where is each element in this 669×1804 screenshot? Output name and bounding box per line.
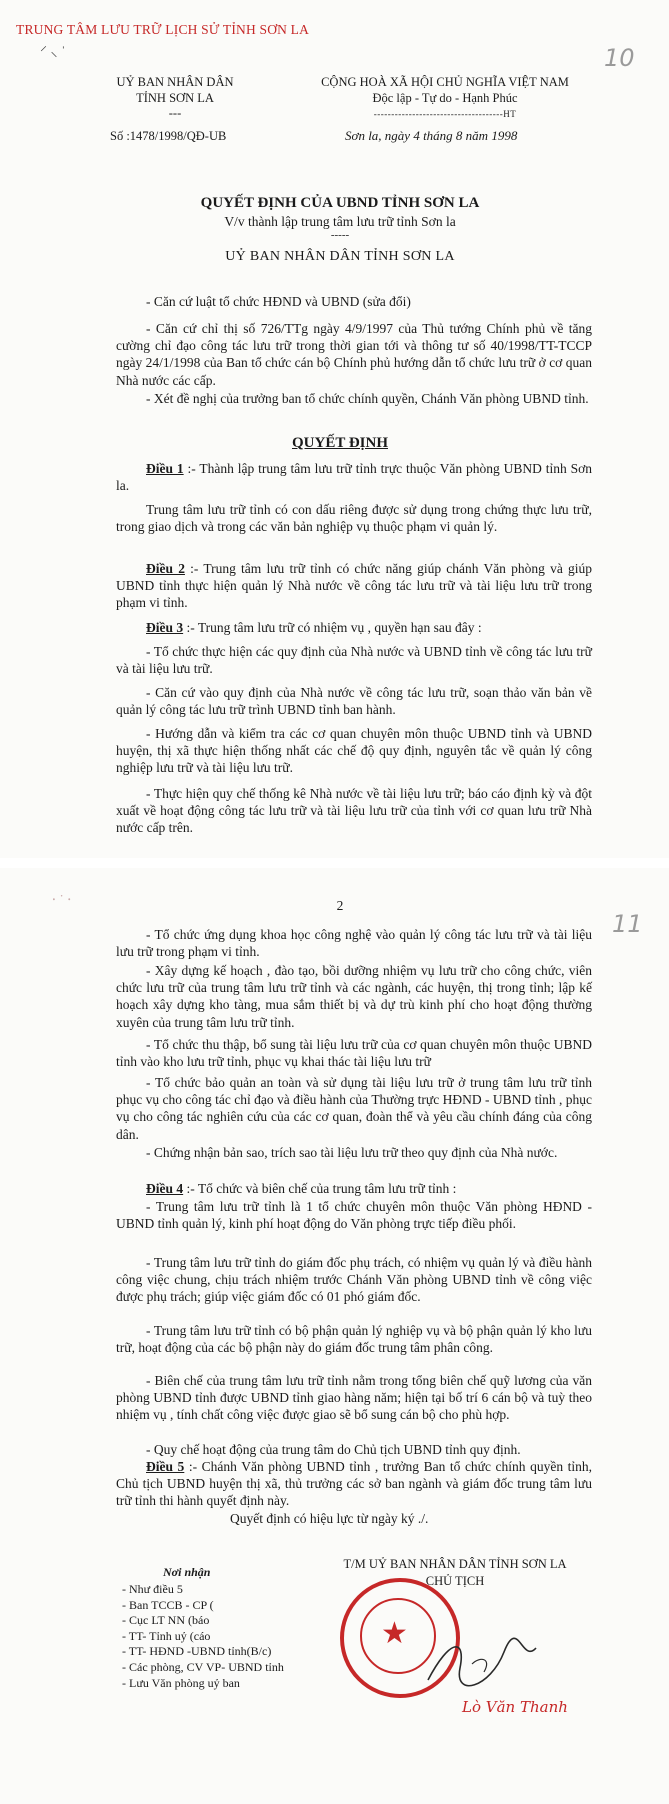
national-motto-header bbox=[295, 74, 595, 122]
handwritten-page-mark: 11 bbox=[612, 910, 643, 938]
article-4-item-4: - Biên chế của trung tâm lưu trữ tỉnh nằm trong tổng biên chế quỹ lương của văn phòng UBND tỉnh được UBND tỉnh giao hàng năm; hiện tại bố trí 6 cán bộ và tuỳ theo nhiệm vụ , tính chất công việc được giao sẽ bổ sung cán bộ cho phù hợp. bbox=[116, 1373, 592, 1423]
article-4 bbox=[116, 1180, 592, 1197]
article-3-item-2: - Căn cứ vào quy định của Nhà nước về công tác lưu trữ, soạn thảo văn bản về quản lý công tác lưu trữ trình UBND tỉnh ban hành. bbox=[116, 685, 592, 718]
article-1 bbox=[116, 460, 592, 494]
document-subtitle: V/v thành lập trung tâm lưu trữ tỉnh Sơn la bbox=[224, 214, 456, 229]
page-number: 2 bbox=[336, 898, 344, 913]
decision-heading: QUYẾT ĐỊNH bbox=[292, 435, 388, 451]
article-4-label: Điều 4 bbox=[146, 1181, 184, 1196]
article-3-item-3: - Hướng dẫn và kiểm tra các cơ quan chuyên môn thuộc UBND tỉnh và UBND huyện, thị xã thực hiện thống nhất các chế độ quy định, nguyên tắc về quản lý công nghiệp lưu trữ và tài liệu lưu trữ. bbox=[116, 726, 592, 776]
title-separator: ----- bbox=[330, 229, 350, 241]
authority-line-1: UỶ BAN NHÂN DÂN bbox=[116, 75, 234, 89]
article-3-item-1: - Tổ chức thực hiện các quy định của Nhà nước và UBND tỉnh về công tác lưu trữ và tài liệu lưu trữ. bbox=[116, 644, 592, 677]
article-4-item-3: - Trung tâm lưu trữ tỉnh có bộ phận quản lý nghiệp vụ và bộ phận quản lý kho lưu trữ, hoạt động của các bộ phận này do giám đốc trung tâm phân công. bbox=[116, 1323, 592, 1356]
seal-star-icon: ★ bbox=[381, 1617, 408, 1650]
recipients-title: Nơi nhận bbox=[163, 1565, 211, 1579]
page-separator bbox=[0, 858, 669, 868]
document-page-1 bbox=[0, 0, 669, 858]
article-3-item-9: - Chứng nhận bản sao, trích sao tài liệu lưu trữ theo quy định của Nhà nước. bbox=[146, 1145, 558, 1160]
ink-dots-icon: ⸱ ˙ ⸱ bbox=[52, 893, 72, 908]
authority-line-3: --- bbox=[168, 106, 182, 120]
article-5-label: Điều 5 bbox=[146, 1459, 185, 1474]
article-4-item-2: - Trung tâm lưu trữ tỉnh do giám đốc phụ trách, có nhiệm vụ quản lý và điều hành công việc chung, chịu trách nhiệm trước Chánh Văn phòng UBND tỉnh về công việc được phụ trách; giúp việc giám đốc có 01 phó giám đốc. bbox=[116, 1255, 592, 1305]
article-3-item-4: - Thực hiện quy chế thống kê Nhà nước về tài liệu lưu trữ; báo cáo định kỳ và đột xuất về hoạt động công tác lưu trữ và tài liệu lưu trữ của tỉnh với cơ quan lưu trữ Nhà nước cấp trên. bbox=[116, 786, 592, 836]
signer-title: CHỦ TỊCH bbox=[425, 1574, 485, 1588]
motto: Độc lập - Tự do - Hạnh Phúc bbox=[372, 91, 518, 105]
basis-2: - Căn cứ chỉ thị số 726/TTg ngày 4/9/1997 của Thủ tướng Chính phủ về tăng cường chỉ đạo công tác lưu trữ trong thời gian tới và thông tư số 40/1998/TT-TCCP ngày 24/1/1998 của Ban tổ chức cán bộ Chính phủ hướng dẫn tổ chức lưu trữ ở cơ quan Nhà nước các cấp. bbox=[116, 321, 592, 388]
article-3-item-7: - Tổ chức thu thập, bổ sung tài liệu lưu trữ của cơ quan chuyên môn thuộc UBND tỉnh vào kho lưu trữ tỉnh, phục vụ khai thác tài liệu lưu trữ bbox=[116, 1037, 592, 1070]
signer-organization: T/M UỶ BAN NHÂN DÂN TỈNH SƠN LA bbox=[343, 1557, 567, 1571]
recipients-list bbox=[122, 1582, 322, 1691]
motto-underline: -------------------------------------HT bbox=[373, 109, 517, 119]
country-name: CỘNG HOÀ XÃ HỘI CHỦ NGHĨA VIỆT NAM bbox=[321, 75, 569, 89]
signature-icon bbox=[420, 1628, 540, 1698]
article-3-label: Điều 3 bbox=[146, 620, 184, 635]
article-2-text: :- Trung tâm lưu trữ tỉnh có chức năng giúp chánh Văn phòng và giúp UBND tỉnh thực hiện quản lý Nhà nước về công tác lưu trữ và tài liệu lưu trữ trong phạm vi tỉnh. bbox=[116, 561, 593, 611]
list-item: - Cục LT NN (báo bbox=[122, 1613, 210, 1628]
basis-1: - Căn cứ luật tổ chức HĐND và UBND (sửa đổi) bbox=[146, 294, 411, 309]
list-item: - TT- Tỉnh uỷ (cáo bbox=[122, 1628, 211, 1643]
article-1-label: Điều 1 bbox=[146, 461, 184, 476]
list-item: - Các phòng, CV VP- UBND tỉnh bbox=[122, 1659, 284, 1674]
list-item: - Lưu Văn phòng uỷ ban bbox=[122, 1675, 240, 1690]
article-2 bbox=[116, 560, 592, 612]
basis-3: - Xét đề nghị của trưởng ban tổ chức chính quyền, Chánh Văn phòng UBND tỉnh. bbox=[146, 391, 589, 406]
article-3-text: :- Trung tâm lưu trữ có nhiệm vụ , quyền hạn sau đây : bbox=[183, 620, 482, 635]
article-2-label: Điều 2 bbox=[146, 561, 185, 576]
effective-clause: Quyết định có hiệu lực từ ngày ký ./. bbox=[230, 1511, 429, 1526]
document-number: Số :1478/1998/QĐ-UB bbox=[110, 129, 227, 143]
article-5-text: :- Chánh Văn phòng UBND tỉnh , trưởng Ban tổ chức chính quyền tỉnh, Chủ tịch UBND huyện thị xã, thủ trưởng các sở ban ngành và giám đốc trung tâm lưu trữ tỉnh thi hành quyết định này. bbox=[116, 1459, 593, 1509]
article-3-item-6: - Xây dựng kế hoạch , đào tạo, bồi dưỡng nhiệm vụ lưu trữ cho công chức, viên chức lưu trữ của trung tâm lưu trữ tỉnh và các ngành, các huyện, thị trong tỉnh; lập kế hoạch xây dựng kho tàng, mua sắm thiết bị và dự trù kinh phí cho hoạt động thường xuyên của trung tâm lưu trữ tỉnh. bbox=[116, 963, 592, 1030]
article-3 bbox=[116, 619, 592, 636]
article-1-text: :- Thành lập trung tâm lưu trữ tỉnh trực thuộc Văn phòng UBND tỉnh Sơn la. bbox=[116, 461, 592, 494]
authority-name: UỶ BAN NHÂN DÂN TỈNH SƠN LA bbox=[225, 249, 455, 264]
article-3-item-8: - Tổ chức bảo quản an toàn và sử dụng tài liệu lưu trữ ở trung tâm lưu trữ tỉnh phục vụ cho công tác chỉ đạo và điều hành của Thường trực HĐND - UBND tỉnh , phục vụ cho công tác nghiên cứu của các cơ quan, đoàn thể và yêu cầu chính đáng của công dân. bbox=[116, 1075, 592, 1142]
authority-line-2: TỈNH SƠN LA bbox=[136, 90, 214, 105]
list-item: - TT- HĐND -UBND tỉnh(B/c) bbox=[122, 1644, 272, 1659]
issuing-authority-header bbox=[100, 75, 250, 122]
article-4-item-1: - Trung tâm lưu trữ tỉnh là 1 tổ chức chuyên môn thuộc Văn phòng HĐND - UBND tỉnh quản lý, kinh phí hoạt động do Văn phòng trực tiếp điều phối. bbox=[116, 1199, 592, 1232]
archive-stamp: TRUNG TÂM LƯU TRỮ LỊCH SỬ TỈNH SƠN LA bbox=[16, 22, 310, 37]
document-page-2 bbox=[0, 868, 669, 1804]
article-4-item-5: - Quy chế hoạt động của trung tâm do Chủ tịch UBND tỉnh quy định. bbox=[146, 1442, 521, 1457]
handwritten-page-mark: 10 bbox=[604, 44, 635, 72]
article-3-item-5: - Tổ chức ứng dụng khoa học công nghệ vào quản lý công tác lưu trữ và tài liệu lưu trữ trong phạm vi tỉnh. bbox=[116, 927, 592, 960]
issue-date: Sơn la, ngày 4 tháng 8 năm 1998 bbox=[345, 128, 518, 143]
list-item: - Như điều 5 bbox=[122, 1582, 183, 1596]
list-item: - Ban TCCB - CP ( bbox=[122, 1597, 214, 1612]
article-4-text: :- Tổ chức và biên chế của trung tâm lưu trữ tỉnh : bbox=[183, 1181, 457, 1196]
signer-name: Lò Văn Thanh bbox=[462, 1698, 568, 1716]
document-title: QUYẾT ĐỊNH CỦA UBND TỈNH SƠN LA bbox=[200, 195, 480, 211]
pen-mark-icon: ⸍ ⸜ ˈ bbox=[40, 45, 66, 60]
article-5 bbox=[116, 1458, 592, 1510]
article-1-paragraph-2: Trung tâm lưu trữ tỉnh có con dấu riêng được sử dụng trong chứng thực lưu trữ, trong giao dịch và trong các văn bản nghiệp vụ thuộc phạm vi quản lý. bbox=[116, 502, 592, 535]
